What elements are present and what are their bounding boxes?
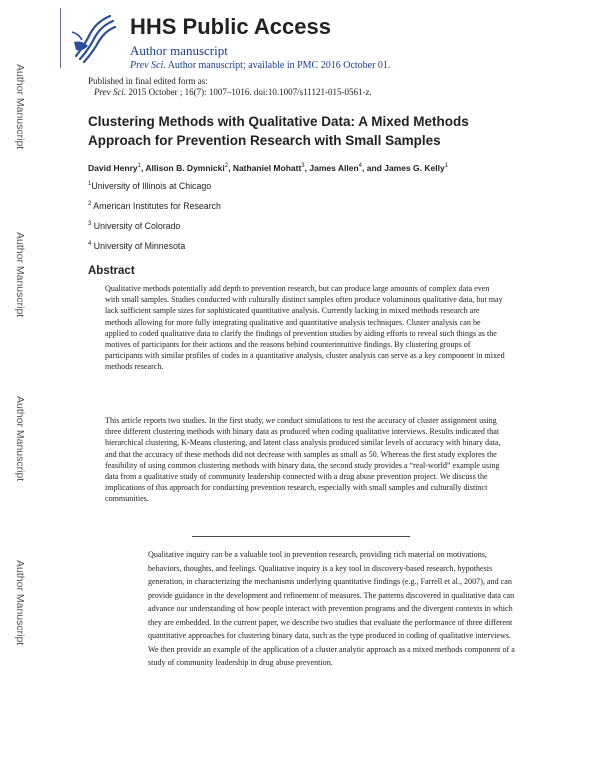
published-label: Published in final edited form as:	[88, 76, 208, 86]
author-separator: ,	[304, 163, 310, 173]
affiliation-text: University of Minnesota	[91, 241, 186, 251]
affiliation	[88, 221, 180, 231]
availability-line	[130, 60, 390, 71]
author-name[interactable]: Allison B. Dymnicki	[145, 163, 225, 173]
affiliation	[88, 181, 211, 191]
author-affiliation-marker: 1	[137, 163, 141, 170]
journal-name[interactable]: Prev Sci.	[130, 60, 166, 71]
author-name[interactable]: James G. Kelly	[384, 163, 445, 173]
article-title: Clustering Methods with Qualitative Data: A Mixed Methods Approach for Prevention Research with Small Samples	[88, 114, 469, 148]
availability-text: Author manuscript; available in PMC 2016 October 01.	[167, 60, 391, 71]
author-separator: ,	[140, 163, 146, 173]
author-affiliation-marker: 4	[358, 163, 363, 170]
author-separator: ,	[228, 163, 233, 173]
author-manuscript-side-label: Author Manuscript	[14, 232, 26, 318]
hhs-public-access-title: HHS Public Access	[130, 14, 331, 39]
affiliation	[88, 241, 185, 251]
hhs-eagle-logo-icon	[70, 12, 116, 64]
citation-journal: Prev Sci.	[94, 87, 127, 97]
author-affiliation-marker: 2	[224, 163, 229, 170]
affiliation-marker: 2	[88, 201, 92, 208]
affiliation	[88, 201, 221, 211]
affiliation-text: University of Colorado	[91, 221, 181, 231]
citation	[88, 87, 372, 98]
author-affiliation-marker: 1	[444, 163, 449, 170]
author-manuscript-side-label: Author Manuscript	[14, 560, 26, 646]
affiliation-text: University of Illinois at Chicago	[91, 181, 212, 191]
author-name[interactable]: David Henry	[88, 163, 138, 173]
abstract-paragraph-1: Qualitative methods potentially add depth to prevention research, but can produce large amounts of complex data even with small samples. Studies conducted with culturally distinct samples often produce voluminous qualitative data, but may lack sufficient sample sizes for sophisticated quantitative analysis. Currently lacking in mixed methods research are methods allowing for more fully integrating qualitative and quantitative analysis techniques. Cluster analysis can be applied to coded qualitative data to clarify the findings of prevention studies by aiding efforts to reveal such things as the motives of participants for their actions and the reasons behind counterintuitive findings. By clustering groups of participants with similar profiles of codes in a quantitative analysis, cluster analysis can serve as a key component in mixed methods research.	[105, 284, 505, 372]
affiliation-marker: 3	[88, 221, 92, 228]
abstract-paragraph-2: This article reports two studies. In the first study, we conduct simulations to test the accuracy of cluster assignment using three different clustering methods with binary data as produced when coding qualitative interviews. Results indicated that hierarchical clustering, K-Means clustering, and latent class analysis produced similar levels of accuracy with binary data, and that the accuracy of these methods did not decrease with samples as small as 50. Whereas the first study explores the feasibility of using common clustering methods with binary data, the second study provides a “real-world” example using data from a qualitative study of community leadership connected with a drug abuse prevention project. We discuss the implications of this approach for conducting prevention research, especially with small samples and culturally distinct communities.	[105, 416, 501, 504]
author-list	[88, 163, 448, 173]
affiliation-marker: 4	[88, 241, 92, 248]
header-divider	[60, 8, 61, 68]
section-divider	[192, 536, 410, 537]
publication-info	[88, 76, 372, 98]
abstract-heading: Abstract	[88, 265, 135, 277]
citation-details[interactable]: 2015 October ; 16(7): 1007–1016. doi:10.1007/s11121-015-0561-z.	[128, 87, 372, 97]
author-manuscript-side-label: Author Manuscript	[14, 64, 26, 150]
affiliation-marker: 1	[88, 181, 92, 188]
author-name[interactable]: Nathaniel Mohatt	[232, 163, 302, 173]
body-paragraph-1: Qualitative inquiry can be a valuable tool in prevention research, providing rich material on motivations, behaviors, thoughts, and feelings. Qualitative inquiry is a key tool in discovery-based research, hypothesis generation, in characterizing the mechanisms underlying quantitative findings (e.g., Farrell et al., 2007), and can provide guidance in the development and refinement of measures. The patterns discovered in qualitative data can advance our understanding of how people interact with prevention programs and the divergent contexts in which they are embedded. In the current paper, we describe two studies that evaluate the performance of three different quantitative approaches for clustering binary data, such as the type produced in coding of qualitative interviews. We then provide an example of the application of a cluster analytic approach as a mixed methods component of a study of community leadership in drug abuse prevention.	[148, 550, 515, 667]
author-separator: , and	[362, 163, 385, 173]
author-name[interactable]: James Allen	[309, 163, 359, 173]
affiliation-text: American Institutes for Research	[91, 201, 221, 211]
author-affiliation-marker: 3	[301, 163, 305, 170]
author-manuscript-label: Author manuscript	[130, 43, 228, 58]
author-manuscript-side-label: Author Manuscript	[14, 396, 26, 482]
